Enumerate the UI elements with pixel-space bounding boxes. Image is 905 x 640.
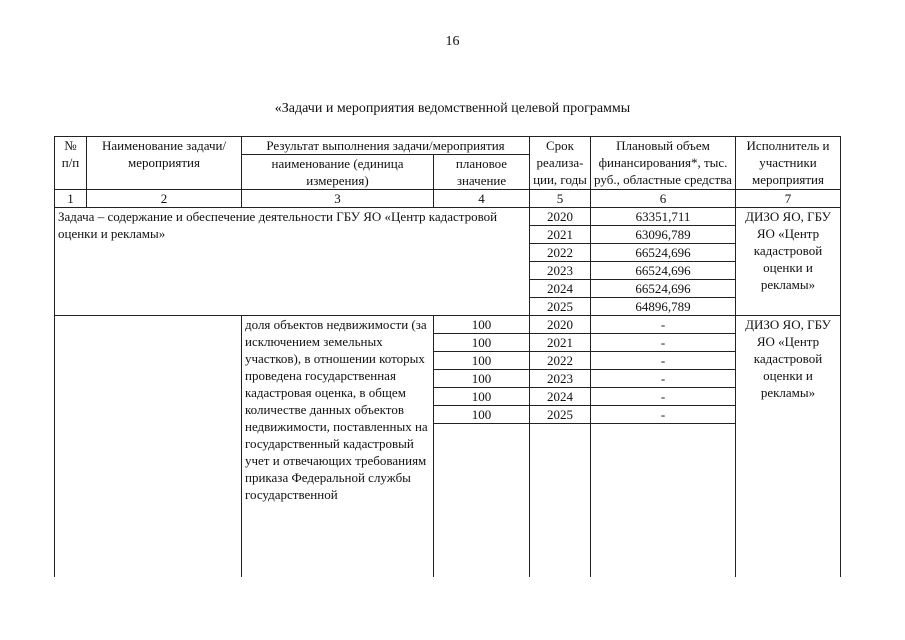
indicator-executor: ДИЗО ЯО, ГБУ ЯО «Центр кадастровой оценки и рекламы» [736, 316, 841, 577]
indicator-value: 100 [434, 352, 530, 370]
header-executor: Исполнитель и участники мероприятия [736, 137, 841, 190]
column-number: 7 [736, 190, 841, 208]
indicator-amount: - [591, 334, 736, 352]
task-year: 2020 [530, 208, 591, 226]
header-row [55, 137, 841, 155]
document-title: «Задачи и мероприятия ведомственной целевой программы [274, 101, 631, 116]
column-number: 4 [434, 190, 530, 208]
indicator-amount: - [591, 370, 736, 388]
indicator-value: 100 [434, 370, 530, 388]
column-number: 2 [87, 190, 242, 208]
task-text: Задача – содержание и обеспечение деятельности ГБУ ЯО «Центр кадастровой оценки и рекламы» [55, 208, 530, 316]
indicator-text: доля объектов недвижимости (за исключением земельных участков), в отношении которых проведена государственная кадастровая оценка, в общем количестве данных объектов недвижимости, поставленных на государственный кадастровый учет и отвечающих требованиям приказа Федеральной службы государственной [242, 316, 434, 577]
header-funding: Плановый объем финансирования*, тыс. руб., областные средства [591, 137, 736, 190]
task-amount: 64896,789 [591, 298, 736, 316]
column-number: 1 [55, 190, 87, 208]
indicator-blank-cell [55, 316, 242, 577]
task-amount: 63351,711 [591, 208, 736, 226]
indicator-amount: - [591, 388, 736, 406]
task-row [55, 208, 841, 226]
header-num: № п/п [55, 137, 87, 190]
indicator-amount: - [591, 352, 736, 370]
task-year: 2022 [530, 244, 591, 262]
indicator-row [55, 316, 841, 334]
header-result-name: наименование (единица измерения) [242, 155, 434, 190]
column-number: 6 [591, 190, 736, 208]
indicator-year: 2024 [530, 388, 591, 406]
indicator-year: 2020 [530, 316, 591, 334]
header-term: Срок реализа-ции, годы [530, 137, 591, 190]
column-number: 5 [530, 190, 591, 208]
indicator-year: 2022 [530, 352, 591, 370]
indicator-amount: - [591, 316, 736, 334]
task-amount: 66524,696 [591, 262, 736, 280]
task-executor: ДИЗО ЯО, ГБУ ЯО «Центр кадастровой оценки и рекламы» [736, 208, 841, 316]
indicator-year: 2021 [530, 334, 591, 352]
task-year: 2023 [530, 262, 591, 280]
task-year: 2021 [530, 226, 591, 244]
header-name: Наименование задачи/мероприятия [87, 137, 242, 190]
header-result-planned: плановое значение [434, 155, 530, 190]
task-year: 2025 [530, 298, 591, 316]
indicator-filler [591, 424, 736, 577]
indicator-filler [434, 424, 530, 577]
indicator-year: 2023 [530, 370, 591, 388]
column-number: 3 [242, 190, 434, 208]
indicator-amount: - [591, 406, 736, 424]
task-year: 2024 [530, 280, 591, 298]
indicator-value: 100 [434, 406, 530, 424]
indicator-value: 100 [434, 316, 530, 334]
task-amount: 63096,789 [591, 226, 736, 244]
header-result-group: Результат выполнения задачи/мероприятия [242, 137, 530, 155]
indicator-value: 100 [434, 388, 530, 406]
task-amount: 66524,696 [591, 280, 736, 298]
page-number: 16 [445, 34, 460, 49]
program-table [54, 136, 841, 577]
indicator-year: 2025 [530, 406, 591, 424]
indicator-filler [530, 424, 591, 577]
column-number-row [55, 190, 841, 208]
indicator-value: 100 [434, 334, 530, 352]
task-amount: 66524,696 [591, 244, 736, 262]
